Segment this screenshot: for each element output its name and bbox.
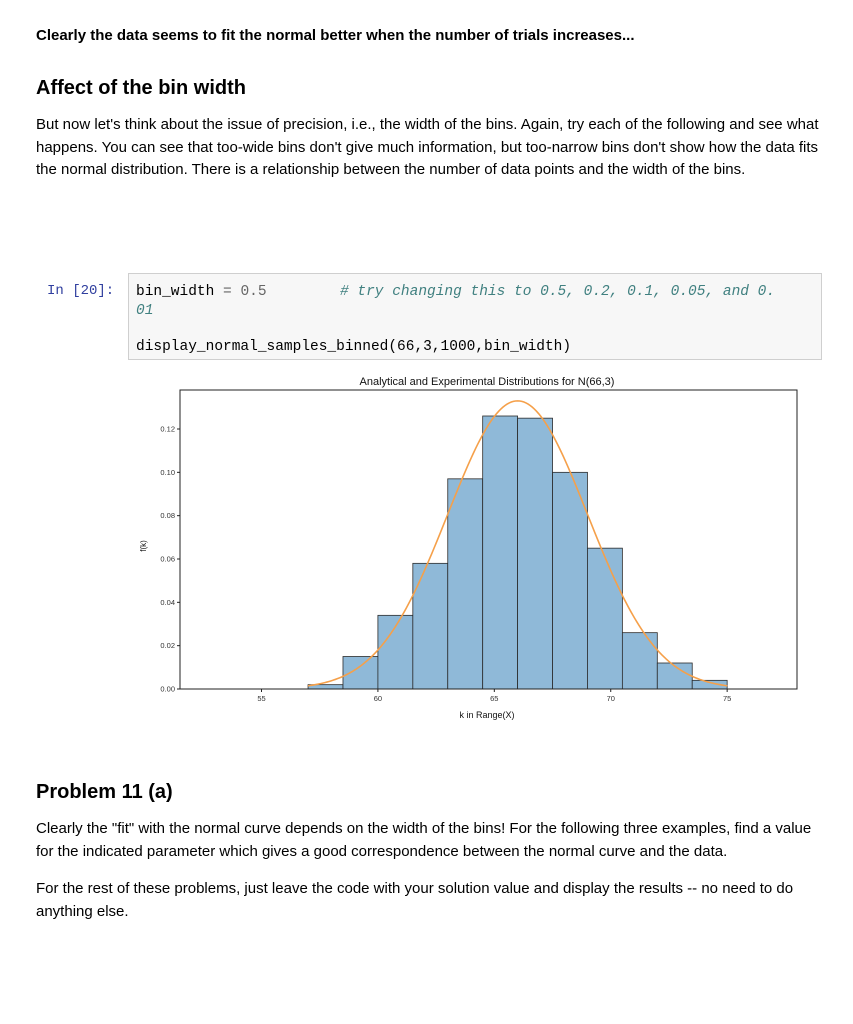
x-tick-label: 65 — [490, 694, 499, 703]
y-tick-label: 0.00 — [160, 684, 175, 694]
section-heading: Affect of the bin width — [36, 77, 246, 99]
histogram-bar-8 — [553, 472, 588, 689]
x-tick-label: 55 — [257, 694, 266, 703]
x-tick-label: 75 — [722, 694, 732, 703]
x-tick-label: 70 — [606, 694, 615, 703]
code-comment-line-1: # try changing this to 0.5, 0.2, 0.1, 0.05, and 0. — [340, 284, 776, 300]
histogram-bar-4 — [413, 563, 448, 689]
code-val: 0.5 — [240, 284, 267, 300]
y-tick-label: 0.08 — [160, 511, 175, 521]
y-tick-label: 0.04 — [160, 597, 175, 607]
histogram-bar-6 — [483, 416, 518, 689]
y-axis-label: f(k) — [139, 540, 148, 552]
x-axis-ticks — [257, 689, 731, 703]
code-cell[interactable] — [128, 273, 822, 360]
code-var: bin_width — [136, 284, 215, 300]
y-axis-ticks — [160, 425, 180, 694]
histogram-bar-2 — [343, 657, 378, 690]
problem-paragraph-2: For the rest of these problems, just leave the code with your solution value and display the results -- no need to do anything else. — [36, 880, 794, 920]
histogram-bar-7 — [518, 418, 553, 689]
section-paragraph: But now let's think about the issue of precision, i.e., the width of the bins. Again, try each of the following and see what happens. You can see that too-wide bins don't give much information, but too-narrow bins don't show how the data fits the normal distribution. There is a relationship between the number of data points and the width of the bins. — [36, 116, 819, 178]
code-eq: = — [214, 284, 241, 300]
y-tick-label: 0.12 — [160, 424, 175, 434]
cell-prompt: In [20]: — [47, 283, 115, 299]
problem-paragraph-1: Clearly the "fit" with the normal curve depends on the width of the bins! For the following three examples, find a value for the indicated parameter which gives a good correspondence between the normal curve and the data. — [36, 820, 812, 860]
y-tick-label: 0.02 — [160, 641, 175, 651]
y-tick-label: 0.10 — [160, 467, 175, 477]
histogram-bars — [308, 416, 727, 689]
code-comment-line-2: 01 — [136, 303, 154, 319]
histogram-bar-5 — [448, 479, 483, 689]
code-line-1[interactable] — [136, 283, 267, 302]
histogram-chart — [128, 370, 818, 730]
intro-bold-text: Clearly the data seems to fit the normal better when the number of trials increases... — [36, 27, 635, 44]
problem-heading: Problem 11 (a) — [36, 781, 173, 803]
x-tick-label: 60 — [373, 694, 383, 703]
histogram-bar-9 — [587, 548, 622, 689]
y-tick-label: 0.06 — [160, 554, 175, 564]
histogram-bar-10 — [622, 633, 657, 689]
chart-title: Analytical and Experimental Distributions for N(66,3) — [359, 376, 615, 388]
code-call-line: display_normal_samples_binned(66,3,1000,bin_width) — [136, 339, 572, 355]
x-axis-label: k in Range(X) — [459, 710, 515, 720]
